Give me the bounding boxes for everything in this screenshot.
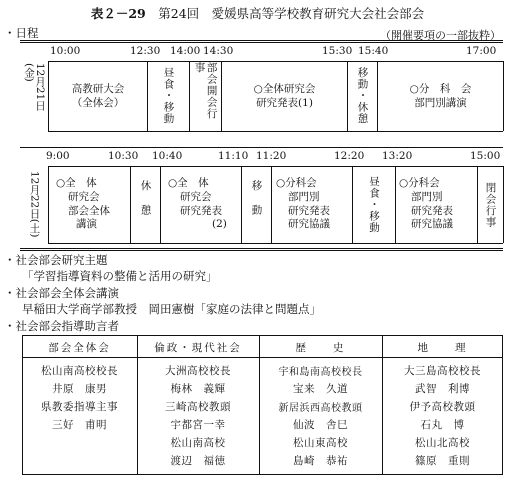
day1-row-bottom bbox=[48, 131, 503, 132]
advisor-line: 篠原 重則 bbox=[415, 455, 470, 467]
advisor-line: 渡辺 福徳 bbox=[170, 455, 226, 467]
day2-event-plenary-lecture: ○全 体 研究会 部会全体 講演 bbox=[56, 177, 110, 231]
advisor-line: 大三島高校校長 bbox=[404, 365, 481, 377]
advisor-line: 松山南高校 bbox=[170, 437, 226, 449]
day1-time: 14:30 bbox=[203, 45, 234, 57]
day1-event-subgroup: ○分 科 会 部門別講演 bbox=[409, 82, 472, 109]
advisor-line: 新居浜西高校教頭 bbox=[278, 403, 363, 414]
advisor-line: 井原 康男 bbox=[52, 383, 107, 395]
day2-time: 11:20 bbox=[256, 150, 287, 162]
advisors-header-rule bbox=[22, 357, 503, 358]
day1-time: 15:30 bbox=[322, 45, 353, 57]
advisor-column-header: 歴 史 bbox=[295, 342, 346, 354]
day2-event-lunch: 昼食・移動 bbox=[368, 175, 381, 234]
theme-text: 「学習指導資料の整備と活用の研究」 bbox=[22, 269, 218, 283]
advisor-line: 松山南高校校長 bbox=[41, 365, 118, 377]
table-caption: 第24回 愛媛県高等学校教育研究大会社会部会 bbox=[158, 6, 425, 21]
day1-time: 12:30 bbox=[130, 45, 161, 57]
advisor-line: 武智 利博 bbox=[415, 383, 470, 395]
advisor-line: 仙波 舎巳 bbox=[293, 419, 348, 431]
day2-time: 9:00 bbox=[46, 150, 70, 162]
advisor-line: 大洲高校校長 bbox=[165, 365, 231, 377]
day2-row-bottom bbox=[48, 243, 503, 244]
day1-time: 10:00 bbox=[50, 45, 81, 57]
advisor-line: 石丸 博 bbox=[420, 419, 465, 431]
table-title bbox=[0, 4, 515, 22]
day2-time: 12:20 bbox=[334, 150, 365, 162]
day2-event-research: ○全 体 研究会 研究発表 (2) bbox=[168, 177, 227, 231]
day1-time: 15:40 bbox=[358, 45, 389, 57]
day1-event-research: ○全体研究会 研究発表(1) bbox=[253, 82, 316, 109]
day2-date: 12月22日(土) bbox=[28, 171, 41, 238]
day1-time: 17:00 bbox=[466, 45, 497, 57]
advisor-line: 伊予高校教頭 bbox=[409, 401, 476, 413]
day2-event-subgroup-afternoon: ○分科会 部門別 研究発表 研究協議 bbox=[399, 177, 453, 231]
table-number: 表２－29 bbox=[90, 6, 146, 21]
advisor-line: 県教委指導主事 bbox=[41, 401, 118, 413]
day2-event-break: 休憩 bbox=[139, 180, 152, 229]
advisor-line: 宇都宮一幸 bbox=[170, 419, 226, 431]
day-divider bbox=[20, 147, 503, 148]
schedule-label: ・日程 bbox=[4, 26, 39, 40]
day2-event-closing: 閉会行事 bbox=[484, 181, 497, 228]
advisor-line: 松山東高校 bbox=[293, 437, 348, 449]
day1-event-lunch: 昼食・移動 bbox=[162, 67, 175, 125]
day2-time: 10:30 bbox=[108, 150, 139, 162]
day1-event-assembly: 高教研大会 （全体会） bbox=[71, 82, 125, 109]
theme-label: ・社会部会研究主題 bbox=[4, 253, 108, 267]
schedule-bottom-rule bbox=[20, 248, 503, 251]
advisor-column-header: 倫政・現代社会 bbox=[154, 342, 242, 354]
day1-event-break: 移動・休憩 bbox=[356, 67, 369, 125]
advisor-line: 梅林 義輝 bbox=[170, 383, 226, 395]
advisor-column-header: 部会全体会 bbox=[48, 342, 111, 354]
day2-time: 13:20 bbox=[382, 150, 413, 162]
advisor-line: 三好 甫明 bbox=[52, 419, 107, 431]
schedule-note: （開催要項の一部抜粋） bbox=[380, 29, 501, 42]
day2-time: 10:40 bbox=[152, 150, 183, 162]
day1-time: 14:00 bbox=[170, 45, 201, 57]
day1-event-opening: 部会開会行事 bbox=[193, 62, 218, 120]
lecture-text: 早稲田大学商学部教授 岡田憲樹「家庭の法律と問題点」 bbox=[22, 302, 321, 316]
day2-time: 15:00 bbox=[470, 150, 501, 162]
day2-event-subgroup-morning: ○分科会 部門別 研究発表 研究協議 bbox=[276, 177, 330, 231]
lecture-label: ・社会部会全体会講演 bbox=[4, 286, 119, 300]
day2-event-move: 移動 bbox=[250, 180, 263, 229]
advisor-line: 島崎 恭祐 bbox=[293, 455, 348, 467]
schedule-top-rule bbox=[20, 40, 503, 43]
day1-date: 12月21日(金) bbox=[23, 63, 47, 111]
advisor-line: 宝来 久道 bbox=[293, 383, 348, 395]
advisors-label: ・社会部会指導助言者 bbox=[4, 319, 119, 333]
advisor-line: 三崎高校教頭 bbox=[165, 401, 231, 413]
advisor-line: 宇和島南高校校長 bbox=[278, 367, 363, 378]
advisor-column-header: 地 理 bbox=[417, 342, 468, 354]
advisor-line: 松山北高校 bbox=[415, 437, 470, 449]
day2-time: 11:10 bbox=[218, 150, 249, 162]
